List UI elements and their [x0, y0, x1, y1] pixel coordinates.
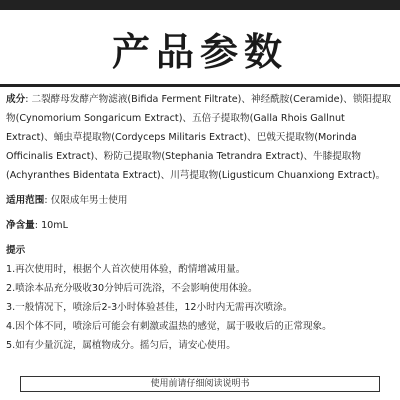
- tip-item: 1.再次使用时，根据个人首次使用体验，酌情增减用量。: [6, 264, 246, 275]
- tips-label: 提示: [6, 245, 26, 256]
- tip-item: 5.如有少量沉淀，属植物成分。摇匀后，请安心使用。: [6, 340, 236, 351]
- ingredients-paragraph: [6, 90, 394, 185]
- net-content-label: 净含量: [6, 220, 35, 231]
- divider: [0, 84, 400, 87]
- page-title: 产品参数: [111, 30, 288, 74]
- scope-paragraph: [6, 191, 394, 210]
- top-bar: [0, 0, 400, 10]
- ingredients-text: : 二裂酵母发酵产物滤液(Bifida Ferment Filtrate)、神经酰胺(Ceramide)、锁阳提取物(Cynomorium Songaricum Extract)、五倍子提取物(Galla Rhois Gallnut Extract)、蛹虫草提取物(Cordyceps Militaris Extract)、巴戟天提取物(Morinda Officinalis Extract)、粉防己提取物(Stephania Tetrandra Extract)、牛膝提取物(Achyranthes Bidentata Extract)、川芎提取物(Ligusticum Chuanxiong Extract)。: [6, 94, 392, 181]
- scope-text: : 仅限成年男士使用: [44, 195, 128, 206]
- scope-label: 适用范围: [6, 195, 45, 206]
- net-content-text: : 10mL: [34, 220, 68, 231]
- tip-item: 3.一般情况下，喷涂后2-3小时体验甚佳，12小时内无需再次喷涂。: [6, 302, 293, 313]
- tip-item: 2.喷涂本品充分吸收30分钟后可洗浴，不会影响使用体验。: [6, 283, 258, 294]
- net-content-paragraph: [6, 216, 394, 235]
- product-parameters: [6, 90, 394, 355]
- footer-note: 使用前请仔细阅读说明书: [20, 376, 380, 392]
- tip-item: 4.因个体不同，喷涂后可能会有刺激或温热的感觉，属于吸收后的正常现象。: [6, 321, 332, 332]
- ingredients-label: 成分: [6, 94, 26, 105]
